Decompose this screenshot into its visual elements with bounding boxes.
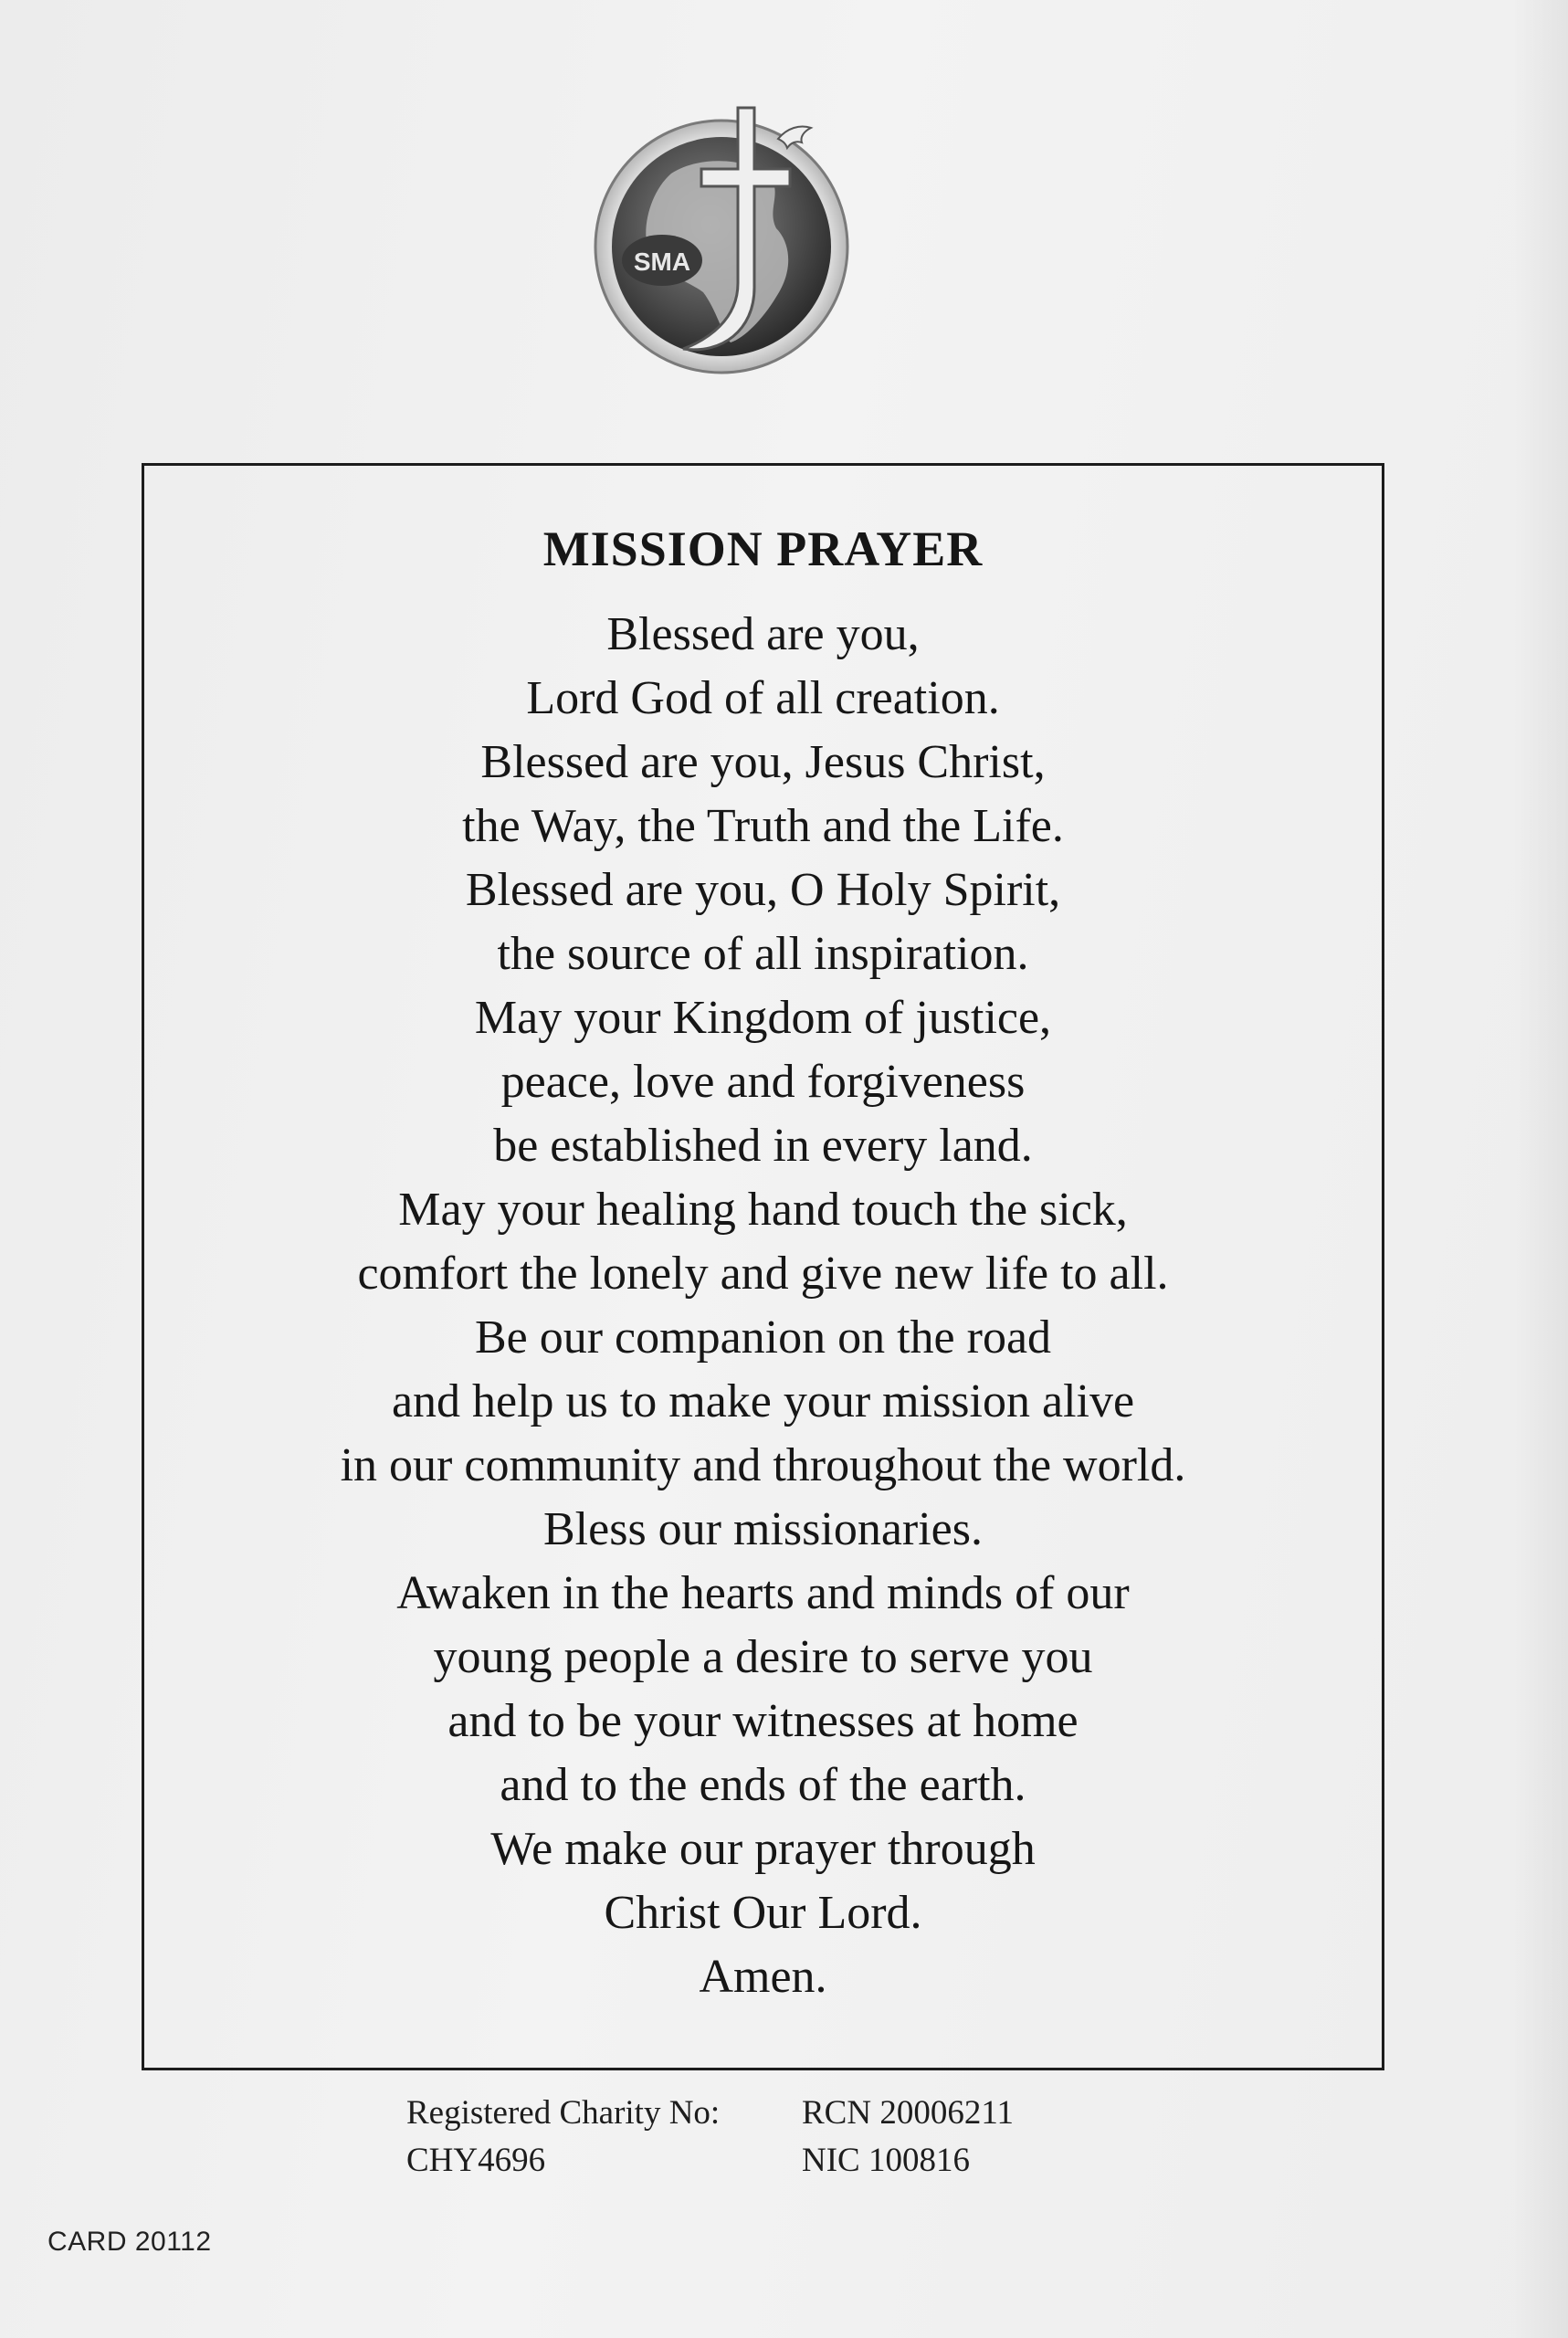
prayer-line: and to be your witnesses at home <box>447 1695 1079 1747</box>
prayer-line: and to the ends of the earth. <box>500 1759 1026 1811</box>
prayer-line: May your Kingdom of justice, <box>474 992 1052 1044</box>
prayer-line: Blessed are you, O Holy Spirit, <box>465 864 1061 916</box>
prayer-line: Blessed are you, <box>606 608 920 660</box>
sma-logo-icon <box>584 91 868 374</box>
prayer-line: peace, love and forgiveness <box>500 1056 1026 1108</box>
prayer-line: comfort the lonely and give new life to all. <box>357 1248 1169 1300</box>
prayer-line: in our community and throughout the world. <box>340 1439 1186 1491</box>
prayer-line: We make our prayer through <box>490 1823 1036 1875</box>
prayer-line: May your healing hand touch the sick, <box>398 1184 1128 1236</box>
charity-row <box>406 2137 1014 2185</box>
prayer-line: Awaken in the hearts and minds of our <box>396 1567 1130 1619</box>
prayer-text <box>144 603 1382 2009</box>
prayer-line: Christ Our Lord. <box>604 1887 922 1939</box>
charity-info <box>406 2090 1014 2185</box>
nic-number: NIC 100816 <box>802 2142 970 2179</box>
prayer-line: the source of all inspiration. <box>497 928 1029 980</box>
charity-label: Registered Charity No: <box>406 2094 721 2132</box>
rcn-number: RCN 20006211 <box>802 2094 1014 2132</box>
prayer-line: the Way, the Truth and the Life. <box>462 800 1064 852</box>
prayer-line: Bless our missionaries. <box>543 1503 983 1555</box>
prayer-box <box>142 463 1384 2070</box>
prayer-line: Be our companion on the road <box>474 1311 1052 1364</box>
card-code: CARD 20112 <box>47 2227 212 2257</box>
prayer-line: be established in every land. <box>493 1120 1033 1172</box>
card-edge-shadow <box>1513 0 1568 2338</box>
prayer-line: Amen. <box>699 1951 827 2003</box>
prayer-title: MISSION PRAYER <box>542 521 984 576</box>
logo-text: SMA <box>633 247 691 276</box>
prayer-line: young people a desire to serve you <box>433 1631 1093 1683</box>
prayer-line: Blessed are you, Jesus Christ, <box>480 736 1046 788</box>
prayer-line: Lord God of all creation. <box>526 672 1000 724</box>
prayer-line: and help us to make your mission alive <box>391 1375 1135 1427</box>
charity-row <box>406 2090 1014 2137</box>
chy-number: CHY4696 <box>406 2142 546 2179</box>
